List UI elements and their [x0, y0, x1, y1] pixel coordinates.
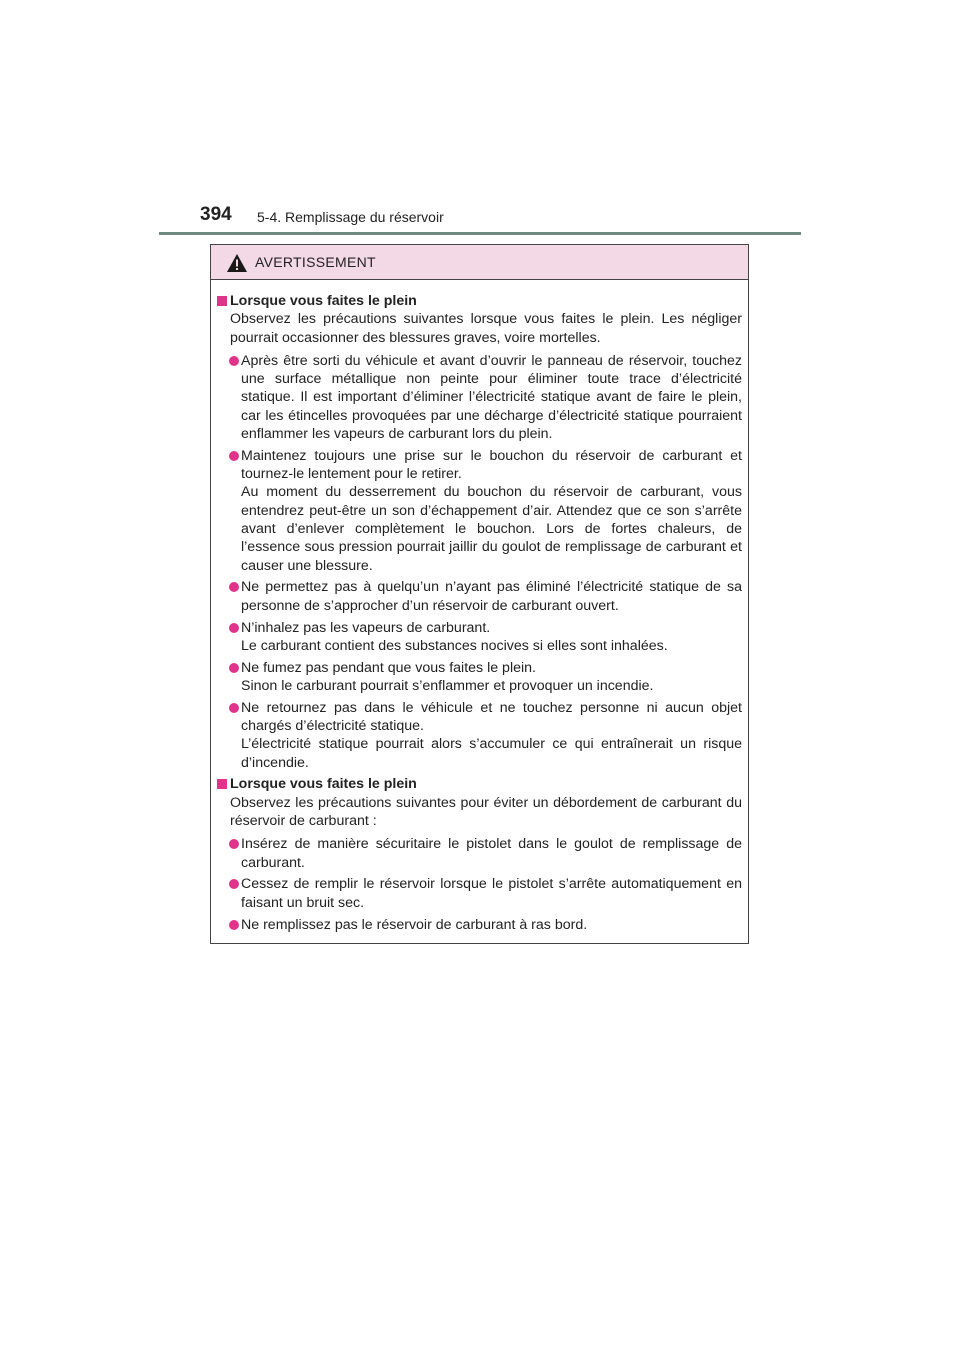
warning-content	[211, 280, 748, 934]
square-bullet-icon	[217, 779, 227, 789]
bullet-item	[217, 578, 742, 615]
bullet-text: Ne fumez pas pendant que vous faites le plein.	[241, 659, 536, 676]
section-heading	[217, 775, 742, 793]
square-bullet-icon	[217, 296, 227, 306]
bullet-text: L’électricité statique pourrait alors s’accumuler ce qui entraînerait un risque d’incendie.	[241, 736, 742, 771]
circle-bullet-icon	[229, 623, 239, 633]
bullet-text: Ne permettez pas à quelqu’un n’ayant pas éliminé l’électricité statique de sa personne de s’approcher d’un réservoir de carburant ouvert.	[241, 579, 742, 614]
circle-bullet-icon	[229, 663, 239, 673]
bullet-text: Maintenez toujours une prise sur le bouchon du réservoir de carburant et tournez-le lentement pour le retirer.	[241, 447, 742, 483]
bullet-text: Cessez de remplir le réservoir lorsque le pistolet s’arrête automatiquement en faisant un bruit sec.	[241, 876, 742, 911]
header-divider	[159, 232, 801, 235]
bullet-item	[217, 699, 742, 772]
bullet-item	[217, 916, 742, 934]
section-heading	[217, 292, 742, 310]
circle-bullet-icon	[229, 920, 239, 930]
bullet-text: Insérez de manière sécuritaire le pistolet dans le goulot de remplissage de carburant.	[241, 836, 742, 871]
bullet-text: N’inhalez pas les vapeurs de carburant.	[241, 619, 491, 636]
section-intro: Observez les précautions suivantes pour éviter un débordement de carburant du réservoir de carburant :	[230, 794, 742, 830]
bullet-item	[217, 352, 742, 443]
bullet-item	[217, 875, 742, 912]
circle-bullet-icon	[229, 356, 239, 366]
section-title: 5-4. Remplissage du réservoir	[257, 209, 444, 225]
bullet-text: Sinon le carburant pourrait s’enflammer et provoquer un incendie.	[241, 677, 654, 694]
warning-triangle-icon	[226, 253, 248, 273]
bullet-text: Au moment du desserrement du bouchon du réservoir de carburant, vous entendrez peut-être un son d’échappement d’air. Attendez que ce son s’arrête avant d’enlever complètement le bouchon. Lors de fortes chaleurs, de l’essence sous pression pourrait jaillir du goulot de remplissage de carburant et causer une blessure.	[241, 484, 742, 574]
bullet-item	[217, 835, 742, 872]
warning-title: AVERTISSEMENT	[255, 254, 376, 270]
warning-header	[211, 245, 748, 280]
bullet-text: Ne remplissez pas le réservoir de carburant à ras bord.	[241, 916, 588, 933]
section-intro: Observez les précautions suivantes lorsque vous faites le plein. Les négliger pourrait occasionner des blessures graves, voire mortelles.	[230, 311, 742, 346]
section-heading-text: Lorsque vous faites le plein	[230, 293, 417, 309]
circle-bullet-icon	[229, 451, 239, 461]
circle-bullet-icon	[229, 879, 239, 889]
bullet-item	[217, 447, 742, 575]
circle-bullet-icon	[229, 839, 239, 849]
bullet-item	[217, 619, 742, 656]
circle-bullet-icon	[229, 582, 239, 592]
bullet-text: Ne retournez pas dans le véhicule et ne touchez personne ni aucun objet chargés d’électricité statique.	[241, 699, 742, 735]
bullet-text: Le carburant contient des substances nocives si elles sont inhalées.	[241, 637, 668, 654]
circle-bullet-icon	[229, 703, 239, 713]
warning-box	[210, 244, 749, 944]
bullet-text: Après être sorti du véhicule et avant d’ouvrir le panneau de réservoir, touchez une surface métallique non peinte pour éliminer toute trace d’électricité statique. Il est important d’éliminer l’électricité statique avant de faire le plein, car les étincelles provoquées par une décharge d’électricité statique pourraient enflammer les vapeurs de carburant lors du plein.	[241, 352, 742, 443]
bullet-item	[217, 659, 742, 696]
section-heading-text: Lorsque vous faites le plein	[230, 776, 417, 793]
page-number: 394	[200, 204, 232, 225]
